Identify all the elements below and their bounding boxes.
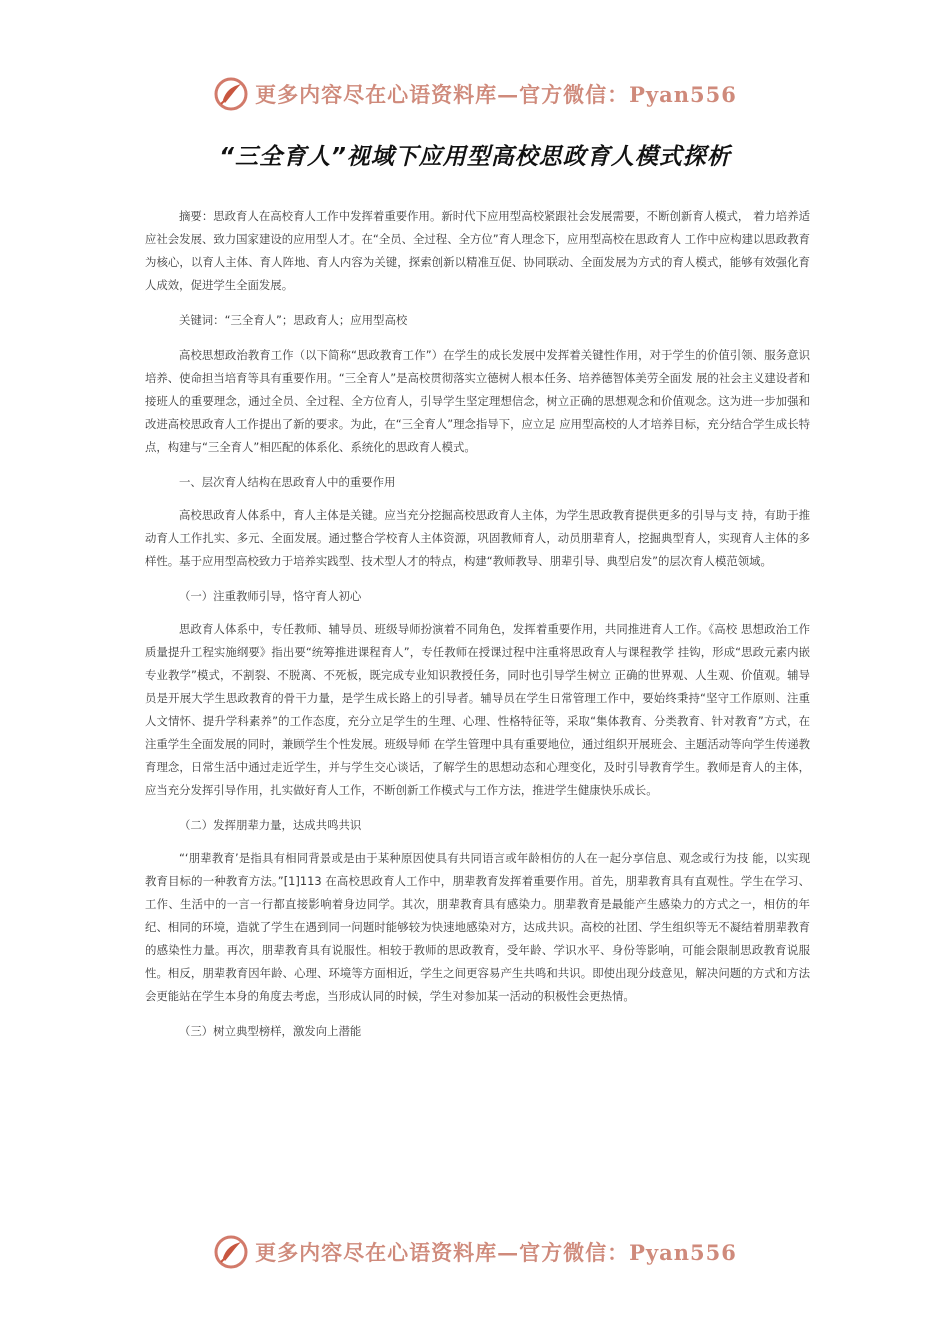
abstract-paragraph: 摘要：思政育人在高校育人工作中发挥着重要作用。新时代下应用型高校紧跟社会发展需要，不断创新育人模式， 着力培养适应社会发展、致力国家建设的应用型人才。在“全员、全过程、全方位”育人理念下，应用型高校在思政育人 工作中应构建以思政教育为核心，以育人主体、育人阵地、育人内容为关键，探索创新以精准互促、协同联动、全面发展为方式的育人模式，能够有效强化育人成效，促进学生全面发展。: [145, 209, 810, 292]
logo-icon: [213, 76, 249, 112]
body-paragraph: 高校思政育人体系中，育人主体是关键。应当充分挖掘高校思政育人主体，为学生思政教育提供更多的引导与支 持，有助于推动育人工作扎实、多元、全面发展。通过整合学校育人主体资源，巩固教师育人，动员朋辈育人，挖掘典型育人，实现育人主体的多样性。基于应用型高校致力于培养实践型、技术型人才的特点，构建“教师教导、朋辈引导、典型启发”的层次育人模范领域。: [145, 508, 810, 568]
document-body: [145, 205, 810, 1053]
document-title: “三全育人”视域下应用型高校思政育人模式探析: [219, 144, 731, 170]
section-heading: 一、层次育人结构在思政育人中的重要作用: [179, 475, 396, 489]
header-watermark-banner: [0, 74, 950, 114]
logo-icon: [213, 1234, 249, 1270]
footer-watermark-banner: [0, 1232, 950, 1272]
keywords-paragraph: 关键词：“三全育人”；思政育人；应用型高校: [179, 313, 408, 327]
subsection-heading: （三）树立典型榜样，激发向上潜能: [179, 1024, 362, 1038]
watermark-text: 更多内容尽在心语资料库—官方微信：Pyan556: [255, 1240, 737, 1265]
body-paragraph: “‘朋辈教育’是指具有相同背景或是由于某种原因使具有共同语言或年龄相仿的人在一起分享信息、观念或行为技 能，以实现教育目标的一种教育方法。”[1]113 在高校思政育人工作中，朋辈教育发挥着重要作用。首先，朋辈教育具有直观性。学生在学习、工作、生活中的一言一行都直接影响着身边同学。其次，朋辈教育具有感染力。朋辈教育是最能产生感染力的方式之一，相仿的年纪、相同的环境，造就了学生在遇到同一问题时能够较为快速地感染对方，达成共识。高校的社团、学生组织等无不凝结着朋辈教育的感染性力量。再次，朋辈教育具有说服性。相较于教师的思政教育，受年龄、学识水平、身份等影响，可能会限制思政教育说服性。相反，朋辈教育因年龄、心理、环境等方面相近，学生之间更容易产生共鸣和共识。即使出现分歧意见，解决问题的方式和方法会更能站在学生本身的角度去考虑，当形成认同的时候，学生对参加某一活动的积极性会更热情。: [145, 851, 810, 1003]
body-paragraph: 思政育人体系中，专任教师、辅导员、班级导师扮演着不同角色，发挥着重要作用，共同推进育人工作。《高校 思想政治工作质量提升工程实施纲要》指出要“统筹推进课程育人”，专任教师在授课过程中注重将思政育人与课程教学 挂钩，形成“思政元素内嵌专业教学”模式，不割裂、不脱离、不死板，既完成专业知识教授任务，同时也引导学生树立 正确的世界观、人生观、价值观。辅导员是开展大学生思政教育的骨干力量，是学生成长路上的引导者。辅导员在学生日常管理工作中，要始终秉持“坚守工作原则、注重人文情怀、提升学科素养”的工作态度，充分立足学生的生理、心理、性格特征等，采取“集体教育、分类教育、针对教育”方式，在注重学生全面发展的同时，兼顾学生个性发展。班级导师 在学生管理中具有重要地位，通过组织开展班会、主题活动等向学生传递教育理念，日常生活中通过走近学生，并与学生交心谈话，了解学生的思想动态和心理变化，及时引导教育学生。教师是育人的主体，应当充分发挥引导作用，扎实做好育人工作，不断创新工作模式与工作方法，推进学生健康快乐成长。: [145, 622, 810, 797]
watermark-text: 更多内容尽在心语资料库—官方微信：Pyan556: [255, 82, 737, 107]
subsection-heading: （一）注重教师引导，恪守育人初心: [179, 589, 362, 603]
subsection-heading: （二）发挥朋辈力量，达成共鸣共识: [179, 818, 362, 832]
body-paragraph: 高校思想政治教育工作（以下简称“思政教育工作”）在学生的成长发展中发挥着关键性作用，对于学生的价值引领、服务意识培养、使命担当培育等具有重要作用。“三全育人”是高校贯彻落实立德树人根本任务、培养德智体美劳全面发 展的社会主义建设者和接班人的重要理念，通过全员、全过程、全方位育人，引导学生坚定理想信念，树立正确的思想观念和价值观念。这为进一步加强和改进高校思政育人工作提出了新的要求。为此，在“三全育人”理念指导下，应立足 应用型高校的人才培养目标，充分结合学生成长特点，构建与“三全育人”相匹配的体系化、系统化的思政育人模式。: [145, 348, 810, 454]
